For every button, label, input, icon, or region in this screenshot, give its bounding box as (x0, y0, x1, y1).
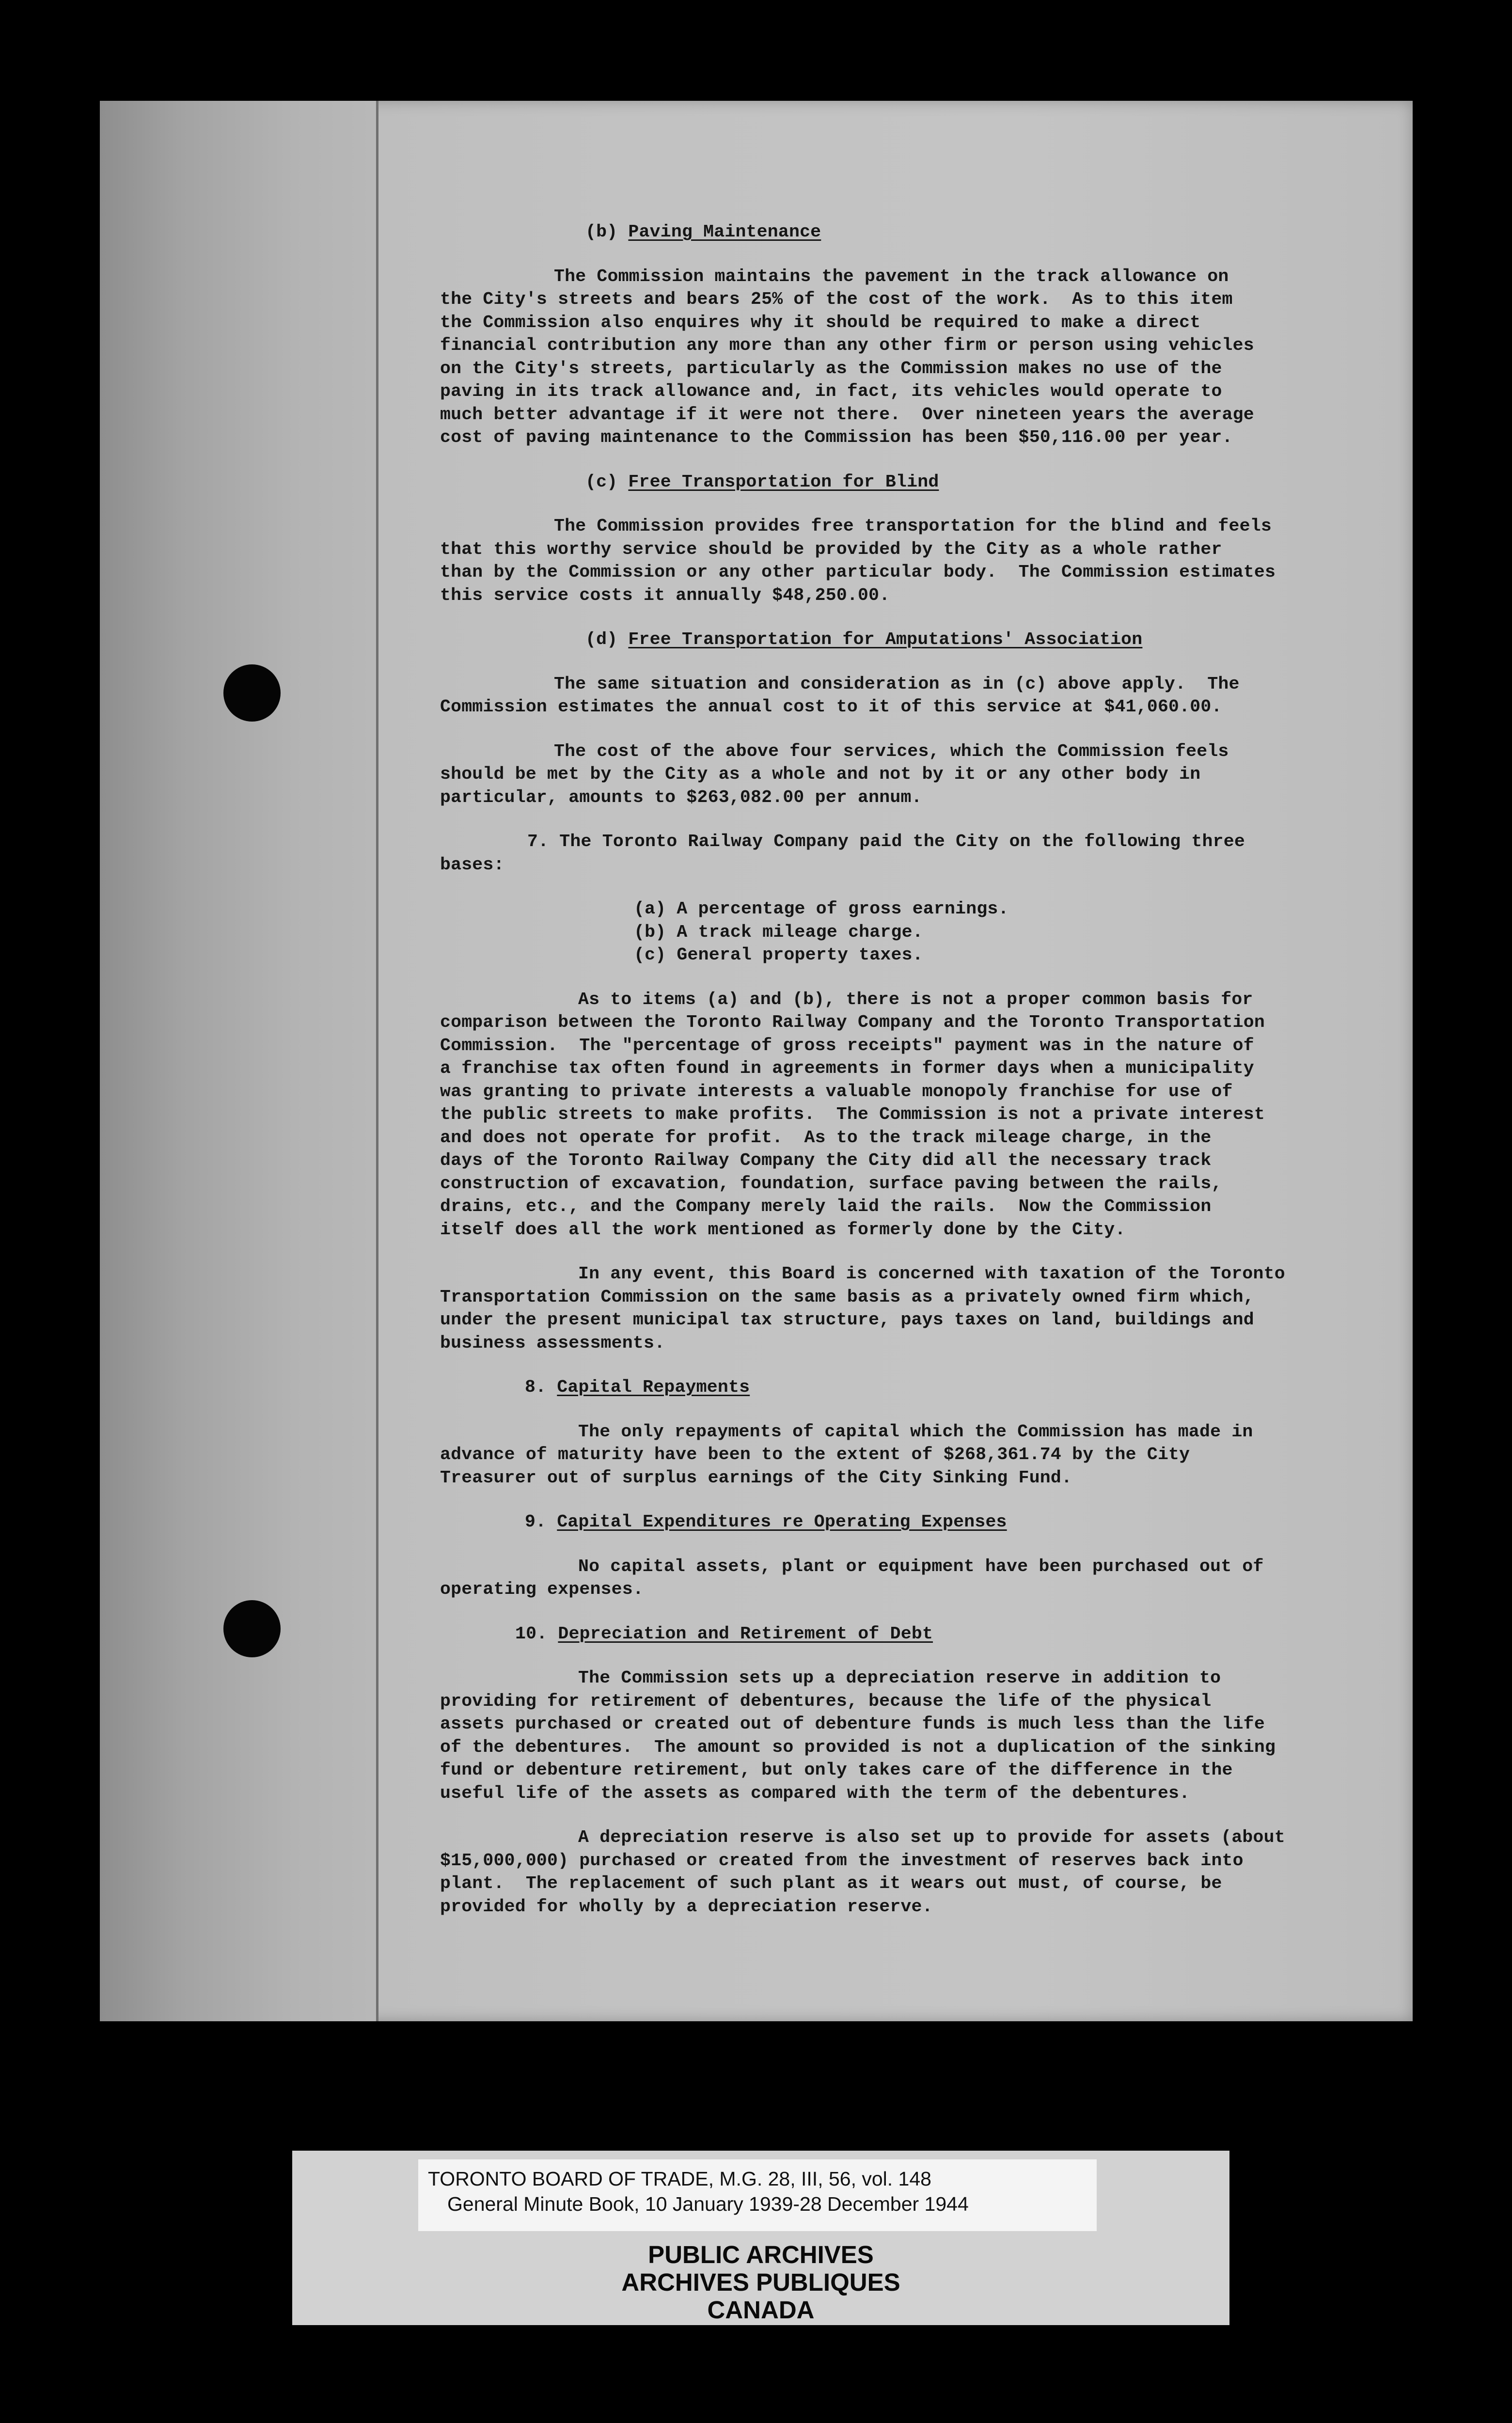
document-text (440, 220, 1351, 1939)
section-heading: 9. Capital Expenditures re Operating Expenses (525, 1512, 1007, 1532)
numbered-item-7: 7. The Toronto Railway Company paid the City on the following three bases: (440, 832, 1245, 875)
paragraph: A depreciation reserve is also set up to provide for assets (about $15,000,000) purchased or created from the investment of reserves back into plant. The replacement of such plant as it wears out must, of course, be provided for wholly by a depreciation reserve. (440, 1827, 1285, 1917)
section-heading: (b) Paving Maintenance (585, 222, 821, 242)
archive-country: CANADA (707, 2296, 815, 2324)
paragraph: The Commission sets up a depreciation reserve in addition to providing for retirement of debentures, because the life of the physical assets purchased or created out of debenture funds is much less than the life of the debentures. The amount so provided is not a duplication of the sinking fund or debenture retirement, but only takes care of the difference in the useful life of the assets as compared with the term of the debentures. (440, 1668, 1276, 1803)
section-heading: (d) Free Transportation for Amputations' Association (585, 629, 1143, 649)
paragraph: The cost of the above four services, which the Commission feels should be met by the City as a whole and not by it or any other body in particular, amounts to $263,082.00 per annum. (440, 741, 1229, 807)
paragraph: No capital assets, plant or equipment have been purchased out of operating expenses. (440, 1556, 1264, 1599)
section-heading-title: Free Transportation for Amputations' Association (628, 629, 1143, 649)
section-heading-title: Depreciation and Retirement of Debt (558, 1623, 933, 1644)
archive-stamp (292, 2231, 1229, 2325)
archive-reference-line: TORONTO BOARD OF TRADE, M.G. 28, III, 56, vol. 148 (428, 2168, 931, 2190)
paragraph: In any event, this Board is concerned with taxation of the Toronto Transportation Commission on the same basis as a privately owned firm which, under the present municipal tax structure, pays taxes on land, buildings and business assessments. (440, 1264, 1285, 1353)
archive-name-fr: ARCHIVES PUBLIQUES (621, 2268, 900, 2296)
paragraph: The Commission maintains the pavement in the track allowance on the City's streets and bears 25% of the cost of the work. As to this item the Commission also enquires why it should be required to make a direct financial contribution any more than any other firm or person using vehicles on the City's streets, particularly as the Commission makes no use of the paving in its track allowance and, in fact, its vehicles would operate to much better advantage if it were not there. Over nineteen years the average cost of paving maintenance to the Commission has been $50,116.00 per year. (440, 266, 1254, 447)
section-heading: 8. Capital Repayments (525, 1377, 750, 1397)
paragraph: The only repayments of capital which the Commission has made in advance of maturity have been to the extent of $268,361.74 by the City Treasurer out of surplus earnings of the City Sinking Fund. (440, 1421, 1253, 1488)
punch-hole (223, 664, 281, 722)
page-binding-margin (100, 101, 376, 2021)
section-heading-title: Capital Repayments (557, 1377, 750, 1397)
punch-hole (223, 1600, 281, 1657)
archive-reference-line: General Minute Book, 10 January 1939-28 December 1944 (447, 2193, 969, 2215)
archive-reference (418, 2159, 1097, 2231)
paragraph: The same situation and consideration as in (c) above apply. The Commission estimates the annual cost to it of this service at $41,060.00. (440, 674, 1240, 717)
section-heading-title: Paving Maintenance (628, 222, 821, 242)
section-heading: 10. Depreciation and Retirement of Debt (515, 1623, 933, 1644)
section-heading: (c) Free Transportation for Blind (585, 472, 939, 492)
section-heading-title: Free Transportation for Blind (628, 472, 939, 492)
archive-name-en: PUBLIC ARCHIVES (648, 2241, 874, 2268)
margin-rule (376, 101, 378, 2021)
section-heading-title: Capital Expenditures re Operating Expenses (557, 1512, 1007, 1532)
paragraph: As to items (a) and (b), there is not a proper common basis for comparison between the Toronto Railway Company and the Toronto Transportation Commission. The "percentage of gross receipts" payment was in the nature of a franchise tax often found in agreements in former days when a municipality was granting to private interests a valuable monopoly franchise for use of the public streets to make profits. The Commission is not a private interest and does not operate for profit. As to the track mileage charge, in the days of the Toronto Railway Company the City did all the necessary track construction of excavation, foundation, surface paving between the rails, drains, etc., and the Company merely laid the rails. Now the Commission itself does all the work mentioned as formerly done by the City. (440, 989, 1265, 1240)
list-item: (a) A percentage of gross earnings. (634, 899, 1009, 919)
archive-label (292, 2151, 1229, 2325)
bases-list (440, 897, 1351, 967)
list-item: (b) A track mileage charge. (634, 922, 923, 942)
paragraph: The Commission provides free transportation for the blind and feels that this worthy service should be provided by the City as a whole rather than by the Commission or any other particular body. The Commission estimates this service costs it annually $48,250.00. (440, 516, 1276, 605)
list-item: (c) General property taxes. (634, 945, 923, 965)
